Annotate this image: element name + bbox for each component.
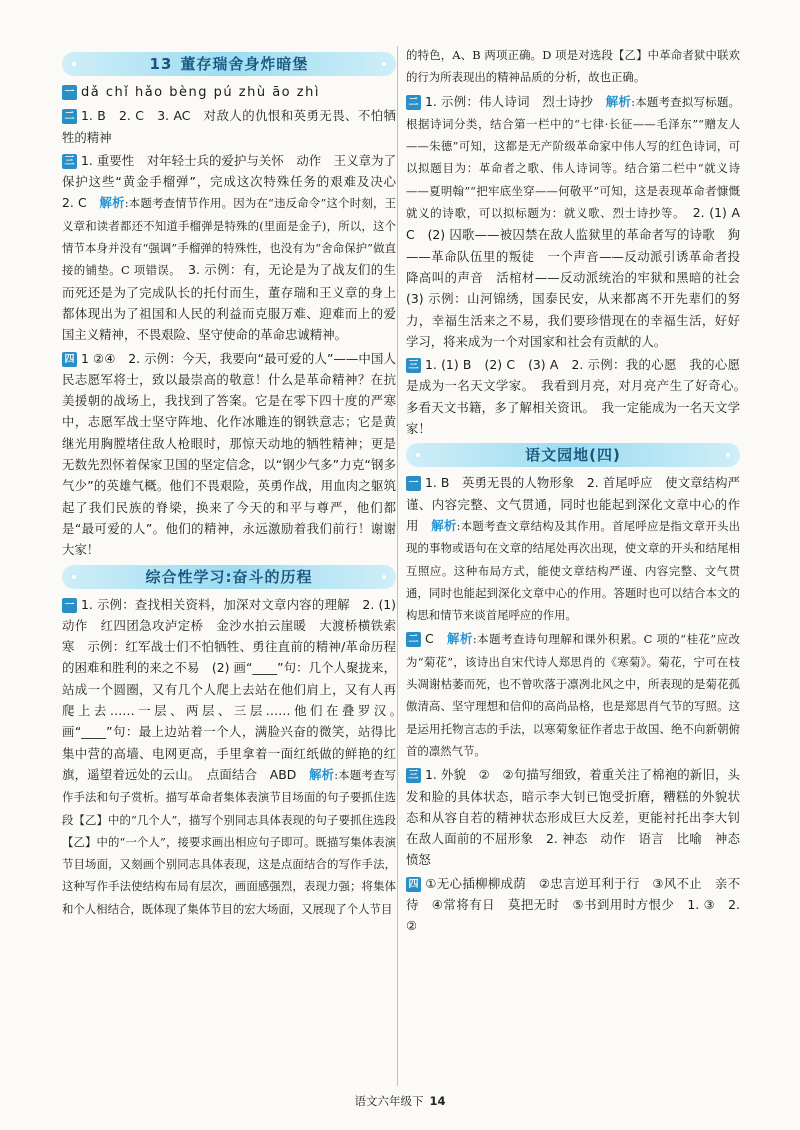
section-r1 <box>406 91 753 353</box>
section-4 <box>62 348 396 561</box>
section-tag: 一 <box>62 85 77 100</box>
section-tag: 三 <box>62 154 77 169</box>
section-text: 1. (1) B (2) C (3) A 2. 示例：我的心愿 我的心愿是成为一名天文学家。 我看到月亮，对月亮产生了好奇心。 多看天文书籍，多了解相关资讯。 我一定能成为一名天文学家！ <box>406 357 753 437</box>
right-column <box>406 44 753 939</box>
section-text: 1 ②④ 2. 示例：今天，我要向“最可爱的人”——中国人民志愿军将士，致以最崇高的敬意！什么是革命精神？在抗美援朝的战场上，我找到了答案。它是在零下四十度的严寒中，志愿军战士坚守阵地、化作冰雕连的钢铁意志；它是黄继光用胸膛堵住敌人枪眼时，那惊天动地的牺牲精神；更是无数先烈怀着保家卫国的坚定信念，以“钢少气多”力克“钢多气少”的英雄气概。他们不畏艰险，英勇作战，用血肉之躯筑起了我们民族的脊梁，换来了今天的和平与尊严，他们都是“最可爱的人”。他们的精神，永远激励着我们前行！谢谢大家！ <box>62 350 396 558</box>
section-text: ①无心插柳柳成荫 ②忠言逆耳利于行 ③风不止 亲不待 ④常将有日 莫把无时 ⑤书到用时方恨少 1. ③ 2. ② <box>406 875 740 934</box>
analysis-text: :本题考查情节作用。因为在“违反命令”这个时刻，王义章和读者都还不知道手榴弹是特殊的(里面是金子)，所以，这个情节本身并没有“强调”手榴弹的特殊性，也没有为“舍命保护”做直接的铺垫。C 项错误。 <box>62 196 396 278</box>
analysis-label: 解析 <box>309 766 335 782</box>
section-r4 <box>406 628 740 762</box>
page-footer <box>0 1093 800 1109</box>
continued-text <box>406 44 740 89</box>
section-text: C <box>425 631 448 647</box>
section-tag: 二 <box>406 95 421 110</box>
section-tag: 三 <box>406 768 421 783</box>
footer-book-label: 语文六年级下 <box>354 1094 424 1108</box>
section-5 <box>62 594 409 920</box>
section-r2 <box>406 354 753 439</box>
section-text: 1. 外貌 ② ②句描写细致，着重关注了棉袍的新旧，头发和脸的具体状态，暗示李大钊已饱受折磨，糟糕的外貌状态和从容自若的精神状态形成巨大反差，更能衬托出李大钊在敌人面前的不屈形象 2. 神态 动作 语言 比喻 神态 愤怒 <box>406 767 753 868</box>
banner-title: 综合性学习:奋斗的历程 <box>145 567 313 586</box>
analysis-text: 的特色，A、B 两项正确。D 项是对选段【乙】中革命者狱中联欢的行为所表现出的精神品质的分析，故也正确。 <box>406 48 740 85</box>
section-text: 2. (1) A C (2) 囚歌——被囚禁在敌人监狱里的革命者写的诗歌 狗——革命队伍里的叛徒 一个声音——反动派引诱革命者投降高叫的声音 活棺材——反动派统治的牢狱和黑暗的社会 (3) 示例：山河锦绣，国泰民安，从来都离不开先辈们的努力，幸福生活来之不易，我们要珍惜现在的幸福生活，好好学习，将来成为一个对国家和社会有贡献的人。 <box>406 205 753 349</box>
left-column <box>62 48 409 922</box>
section-text: 1. 重要性 对年轻士兵的爱护与关怀 动作 王义章为了保护这些“黄金手榴弹”，完成这次特殊任务的艰难及决心 2. C <box>62 152 409 211</box>
lesson-title: 董存瑞舍身炸暗堡 <box>180 55 309 73</box>
column-divider <box>397 46 398 1086</box>
section-text: 1. 示例：伟人诗词 烈士诗抄 <box>425 93 606 109</box>
section-1 <box>62 81 396 103</box>
section-tag: 一 <box>62 598 77 613</box>
analysis-label: 解析 <box>447 631 473 647</box>
section-text: 1. B 英勇无畏的人物形象 2. 首尾呼应 使文章结构严谨、内容完整、文气贯通，同时也能起到深化文章中心的作用 <box>406 475 740 533</box>
section-r3 <box>406 472 740 626</box>
section-text: 3. 示例：有，无论是为了战友们的生而死还是为了完成队长的托付而生，董存瑞和王义章的身上都体现出为了祖国和人民的利益而克服万难、迎难而上的爱国主义精神，不畏艰险、坚守使命的革命忠诚精神。 <box>62 262 397 343</box>
section-text: 1. B 2. C 3. AC 对敌人的仇恨和英勇无畏、不怕牺牲的精神 <box>62 108 396 145</box>
analysis-text: :本题考查文章结构及其作用。首尾呼应是指文章开头出现的事物或语句在文章的结尾处再次出现，使文章的开头和结尾相互照应。这种布局方式，能使文章结构严谨、内容完整、文气贯通，同时也能起到深化文章中心的作用。答题时也可以结合本文的构思和情节来谈首尾呼应的作用。 <box>406 518 740 623</box>
lesson-13-banner <box>62 52 396 76</box>
analysis-text: :本题考查拟写标题。根据诗词分类，结合第一栏中的“七律·长征——毛泽东”“赠友人——朱德”可知，这都是无产阶级革命家中伟人写的红色诗词，可以拟题目为：革命者之歌、伟人诗词等。结合第二栏中“就义诗——夏明翰”“把牢底坐穿——何敬平”可知，这是表现革命者慷慨就义的诗歌，可以拟标题为：就义歌、烈士诗抄等。 <box>406 94 741 221</box>
section-tag: 一 <box>406 476 421 491</box>
section-tag: 四 <box>406 877 421 892</box>
section-r6 <box>406 873 740 937</box>
page-number: 14 <box>429 1094 446 1108</box>
section-tag: 二 <box>406 632 421 647</box>
section-2 <box>62 105 396 148</box>
section-r5 <box>406 764 753 870</box>
analysis-label: 解析 <box>99 195 125 211</box>
lesson-number: 13 <box>149 55 173 73</box>
language-garden-banner <box>406 443 740 467</box>
pinyin-answers: dǎ chǐ hǎo bèng pú zhù āo zhì <box>81 85 320 100</box>
section-tag: 三 <box>406 358 421 373</box>
analysis-text: :本题考查写作手法和句子赏析。描写革命者集体表演节目场面的句子要抓住选段【乙】中的“几个人”，描写个别同志具体表现的句子要抓住选段【乙】中的“一个人”，接要求画出相应句子即可。既描写集体表演节目场面，又刻画个别同志具体表现，这是点面结合的写作手法，这种写作手法使结构布局有层次，画面感强烈，表现力强；将集体和个人相结合，既体现了集体节目的宏大场面，又展现了个人节目 <box>62 767 396 916</box>
comprehensive-learning-banner <box>62 565 396 589</box>
banner-title: 语文园地(四) <box>525 446 621 465</box>
analysis-text: :本题考查诗句理解和课外积累。C 项的“桂花”应改为“菊花”，该诗出自宋代诗人郑思肖的《寒菊》。菊花，宁可在枝头凋谢枯萎而死，也不曾吹落于凛冽北风之中，所表现的是菊花孤傲清高、坚守理想和信仰的高尚品格，也是郑思肖气节的写照。这是运用托物言志的手法，以寒菊象征作者忠于故国、绝不向新朝俯首的凛然气节。 <box>406 632 741 758</box>
analysis-label: 解析 <box>431 517 457 533</box>
section-text: 1. 示例：查找相关资料，加深对文章内容的理解 2. (1) 动作 红四团急攻泸定桥 金沙水拍云崖暖 大渡桥横铁索寒 示例：红军战士们不怕牺牲、勇往直前的精神/革命历程的困难和胜利的来之不易 (2) 画“____”句：几个人聚拢来，站成一个圆圈，又有几个人爬上去站在他们肩上，又有人再爬上去……一层、两层、三层……他们在叠罗汉。 画“____”句：最上边站着一个人，满脸兴奋的微笑，站得比集中营的高墙、电网更高，手里拿着一面红纸做的鲜艳的红旗，遥望着远处的云山。 点面结合 ABD <box>62 596 409 782</box>
section-tag: 四 <box>62 352 77 367</box>
section-3 <box>62 150 409 346</box>
section-tag: 二 <box>62 109 77 124</box>
analysis-label: 解析 <box>605 93 632 109</box>
